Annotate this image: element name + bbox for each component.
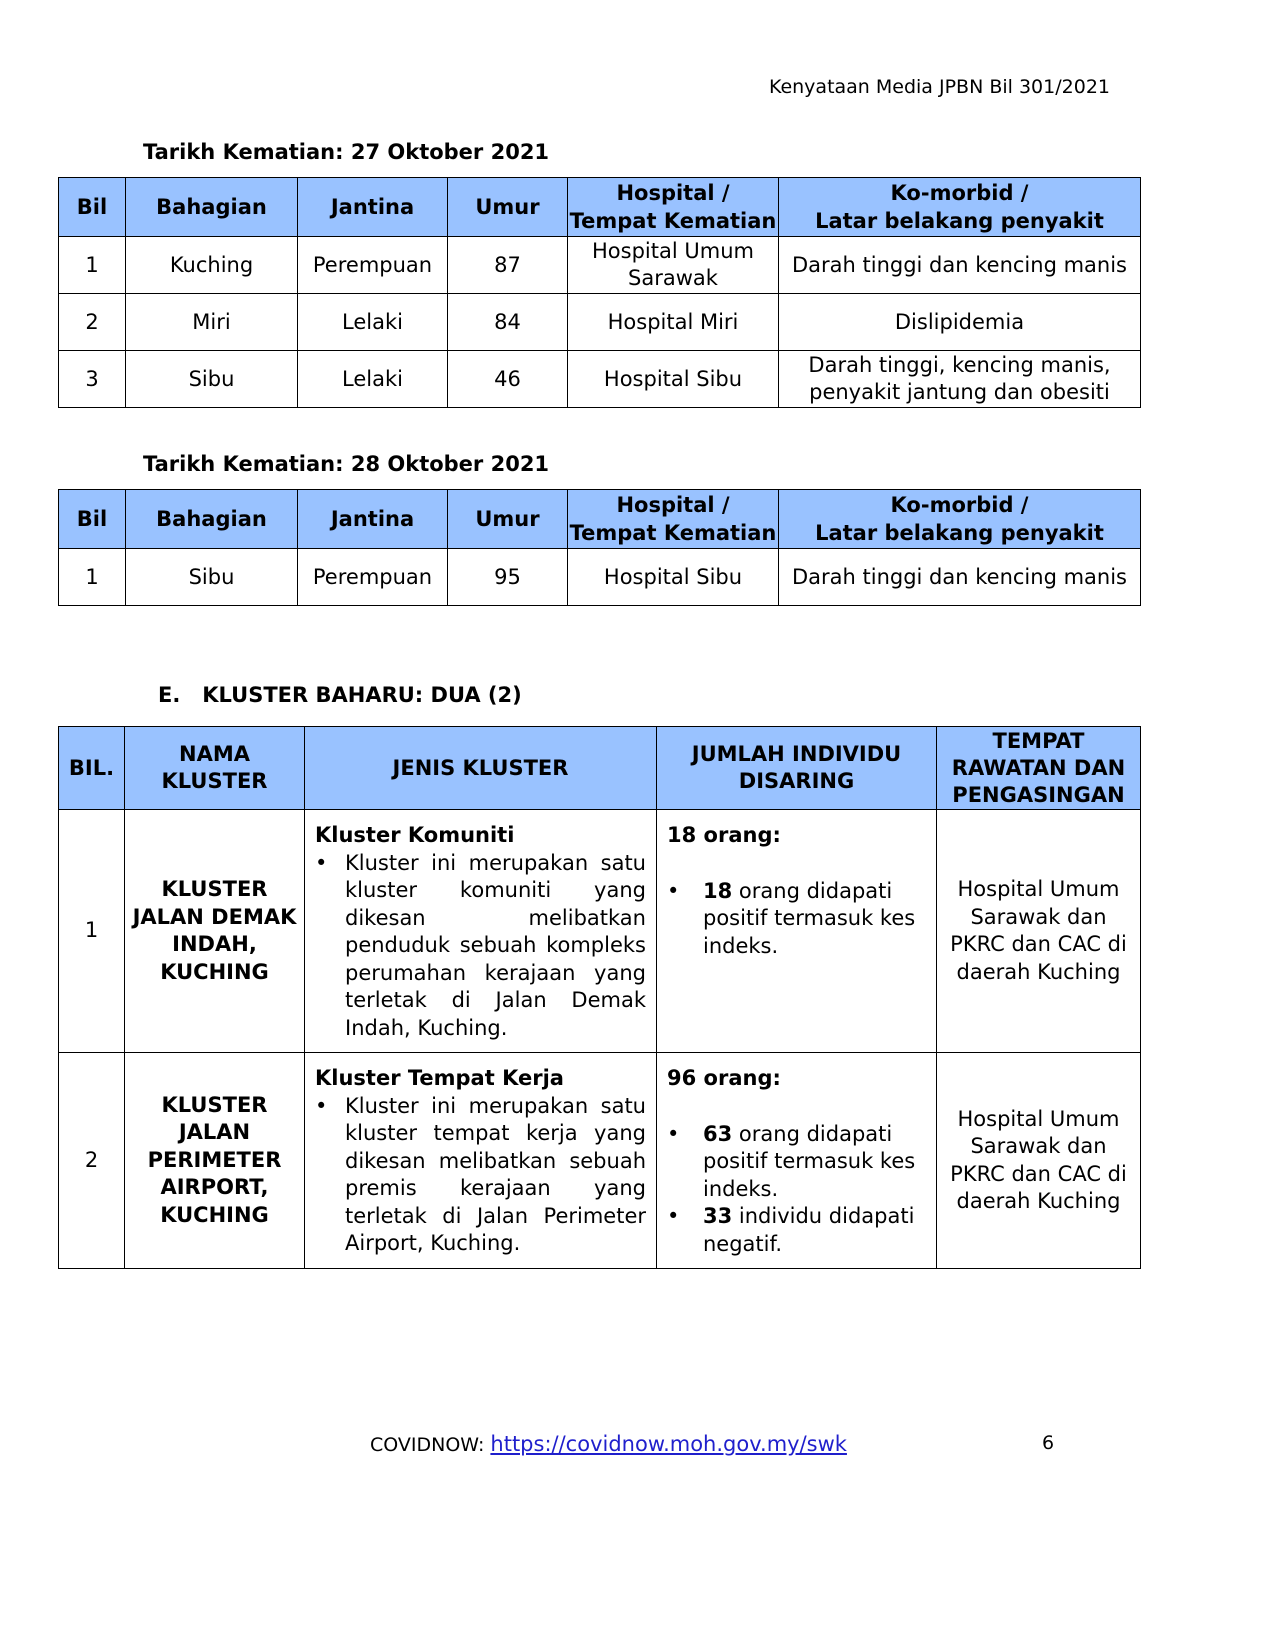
count-total: 18 orang: [667,823,781,847]
col-header-umur: Umur [448,490,568,549]
count-item: • 33 individu didapati negatif. [667,1203,926,1258]
deaths-table-27 [58,177,1141,408]
page-number: 6 [1042,1432,1055,1454]
cell-cluster-name: KLUSTER JALAN PERIMETER AIRPORT, KUCHING [125,1053,305,1269]
section-title-deaths-28: Tarikh Kematian: 28 Oktober 2021 [143,452,550,476]
section-title-clusters: E. KLUSTER BAHARU: DUA (2) [158,683,522,707]
cell-jantina: Perempuan [298,549,448,606]
cell-individual-count [657,1053,937,1269]
cell-treatment-place: Hospital Umum Sarawak dan PKRC dan CAC di daerah Kuching [937,810,1141,1053]
col-header-komorbid: Ko-morbid / Latar belakang penyakit [779,490,1141,549]
table-row [59,549,1141,606]
cell-bahagian: Sibu [126,351,298,408]
cell-hospital: Hospital Sibu [568,351,779,408]
col-header-tempat-rawatan: TEMPAT RAWATAN DAN PENGASINGAN [937,727,1141,810]
cell-cluster-type [305,1053,657,1269]
col-header-nama-kluster: NAMA KLUSTER [125,727,305,810]
col-header-komorbid: Ko-morbid / Latar belakang penyakit [779,178,1141,237]
document-reference: Kenyataan Media JPBN Bil 301/2021 [768,76,1110,98]
covidnow-link[interactable]: https://covidnow.moh.gov.my/swk [490,1432,847,1456]
footer-label: COVIDNOW: [370,1434,491,1456]
cell-umur: 87 [448,237,568,294]
footer [370,1432,847,1456]
cell-bil: 1 [59,810,125,1053]
cell-bil: 1 [59,237,126,294]
count-total: 96 orang: [667,1066,781,1090]
cell-cluster-name: KLUSTER JALAN DEMAK INDAH, KUCHING [125,810,305,1053]
cell-umur: 95 [448,549,568,606]
table-header-row [59,490,1141,549]
bullet-icon: • [667,1121,680,1146]
cell-umur: 46 [448,351,568,408]
cell-treatment-place: Hospital Umum Sarawak dan PKRC dan CAC di daerah Kuching [937,1053,1141,1269]
cell-komorbid: Darah tinggi dan kencing manis [779,549,1141,606]
cell-individual-count [657,810,937,1053]
cell-hospital: Hospital Miri [568,294,779,351]
table-row [59,237,1141,294]
cell-bahagian: Kuching [126,237,298,294]
cell-bil: 1 [59,549,126,606]
col-header-bil: Bil [59,178,126,237]
bullet-icon: • [315,1093,328,1118]
cluster-type-title: Kluster Komuniti [315,823,515,847]
count-item: • 18 orang didapati positif termasuk kes indeks. [667,878,926,961]
col-header-bahagian: Bahagian [126,178,298,237]
cell-komorbid: Darah tinggi, kencing manis, penyakit jantung dan obesiti [779,351,1141,408]
bullet-icon: • [315,850,328,875]
cluster-description: Kluster ini merupakan satu kluster komuniti yang dikesan melibatkan penduduk sebuah kompleks perumahan kerajaan yang terletak di Jalan Demak Indah, Kuching. [345,850,646,1040]
cell-jantina: Perempuan [298,237,448,294]
cell-jantina: Lelaki [298,351,448,408]
col-header-bahagian: Bahagian [126,490,298,549]
col-header-hospital: Hospital / Tempat Kematian [568,490,779,549]
col-header-bil: BIL. [59,727,125,810]
cell-komorbid: Dislipidemia [779,294,1141,351]
col-header-hospital: Hospital / Tempat Kematian [568,178,779,237]
deaths-table-28 [58,489,1141,606]
cell-bahagian: Miri [126,294,298,351]
clusters-table [58,726,1141,1269]
cell-umur: 84 [448,294,568,351]
table-row [59,294,1141,351]
count-item: • 63 orang didapati positif termasuk kes indeks. [667,1121,926,1204]
cell-bahagian: Sibu [126,549,298,606]
table-row [59,351,1141,408]
cluster-type-title: Kluster Tempat Kerja [315,1066,564,1090]
col-header-jantina: Jantina [298,178,448,237]
bullet-icon: • [667,878,680,903]
cell-komorbid: Darah tinggi dan kencing manis [779,237,1141,294]
col-header-jenis-kluster: JENIS KLUSTER [305,727,657,810]
col-header-jantina: Jantina [298,490,448,549]
cell-hospital: Hospital Umum Sarawak [568,237,779,294]
cell-bil: 2 [59,294,126,351]
col-header-bil: Bil [59,490,126,549]
table-row [59,1053,1141,1269]
bullet-icon: • [667,1204,680,1228]
cell-jantina: Lelaki [298,294,448,351]
col-header-umur: Umur [448,178,568,237]
cell-hospital: Hospital Sibu [568,549,779,606]
section-title-deaths-27: Tarikh Kematian: 27 Oktober 2021 [143,140,550,164]
table-row [59,810,1141,1053]
cluster-description: Kluster ini merupakan satu kluster tempat kerja yang dikesan melibatkan sebuah premis kerajaan yang terletak di Jalan Perimeter Airport, Kuching. [345,1093,646,1255]
table-header-row [59,178,1141,237]
cell-bil: 2 [59,1053,125,1269]
col-header-jumlah-individu: JUMLAH INDIVIDU DISARING [657,727,937,810]
table-header-row [59,727,1141,810]
cell-bil: 3 [59,351,126,408]
cell-cluster-type [305,810,657,1053]
